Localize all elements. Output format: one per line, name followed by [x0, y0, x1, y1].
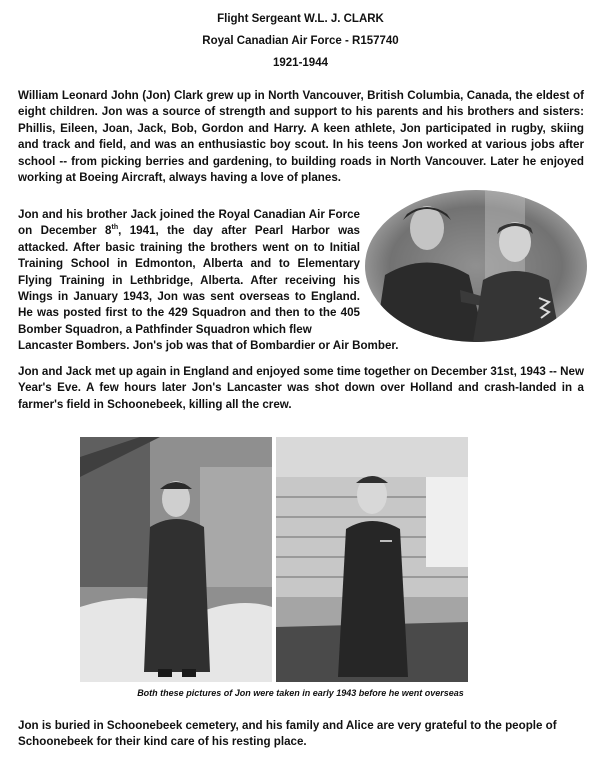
final-mission-paragraph: Jon and Jack met up again in England and enjoyed some time together on December 31st, 1943 -- New Year's Eve. A few hours later Jon's Lancaster was shot down over Holland and crash-landed in a farmer's field in Schoonebeek, killing all the crew.: [18, 365, 584, 411]
enlistment-text-end: , 1941, the day after Pearl Harbor was attacked. After basic training the brothers went on to Initial Training School in Edmonton, Alberta and to Elementary Flying Training in Lethbridge, Alberta. After receiving his Wings in January 1943, Jon was sent overseas to England. He was posted first to the 429 Squadron and then to the 405 Bomber Squadron, a Pathfinder Squadron which flew: [18, 224, 360, 336]
wings-ceremony-photo: [365, 190, 587, 342]
photos-caption: Both these pictures of Jon were taken in early 1943 before he went overseas: [137, 688, 464, 698]
biography-paragraph: William Leonard John (Jon) Clark grew up in North Vancouver, British Columbia, Canada, the eldest of eight children. Jon was a source of strength and support to his parents and his brothers and sisters: Phillis, Eileen, Joan, Jack, Bob, Gordon and Harry. A keen athlete, Jon participated in rugby, skiing and track and field, and was an enthusiastic boy scout. In his teens Jon worked at various jobs after school -- from picking berries and gardening, to building roads in North Vancouver. Later he enjoyed working at Boeing Aircraft, always having a love of planes.: [18, 89, 584, 185]
enlistment-paragraph-last-line: Lancaster Bombers. Jon's job was that of Bombardier or Air Bomber.: [18, 339, 399, 352]
title-name: Flight Sergeant W.L. J. CLARK: [217, 13, 384, 25]
wings-ceremony-figures: [365, 190, 587, 342]
photo-jon-uniform-porch: [276, 437, 468, 682]
title-years: 1921-1944: [273, 57, 328, 69]
photo-left-scene: [80, 437, 272, 682]
document-header: [0, 8, 601, 74]
photo-right-scene: [276, 437, 468, 682]
enlistment-paragraph: [18, 207, 360, 338]
photo-jon-snow-greatcoat: [80, 437, 272, 682]
ordinal-suffix: th: [111, 224, 119, 232]
enlistment-text-start: Jon and his brother Jack joined the Royal Canadian Air Force on December 8: [18, 208, 360, 238]
title-unit: Royal Canadian Air Force - R157740: [202, 35, 399, 47]
closing-paragraph: Jon is buried in Schoonebeek cemetery, and his family and Alice are very grateful to the people of Schoonebeek for their kind care of his resting place.: [18, 719, 557, 749]
